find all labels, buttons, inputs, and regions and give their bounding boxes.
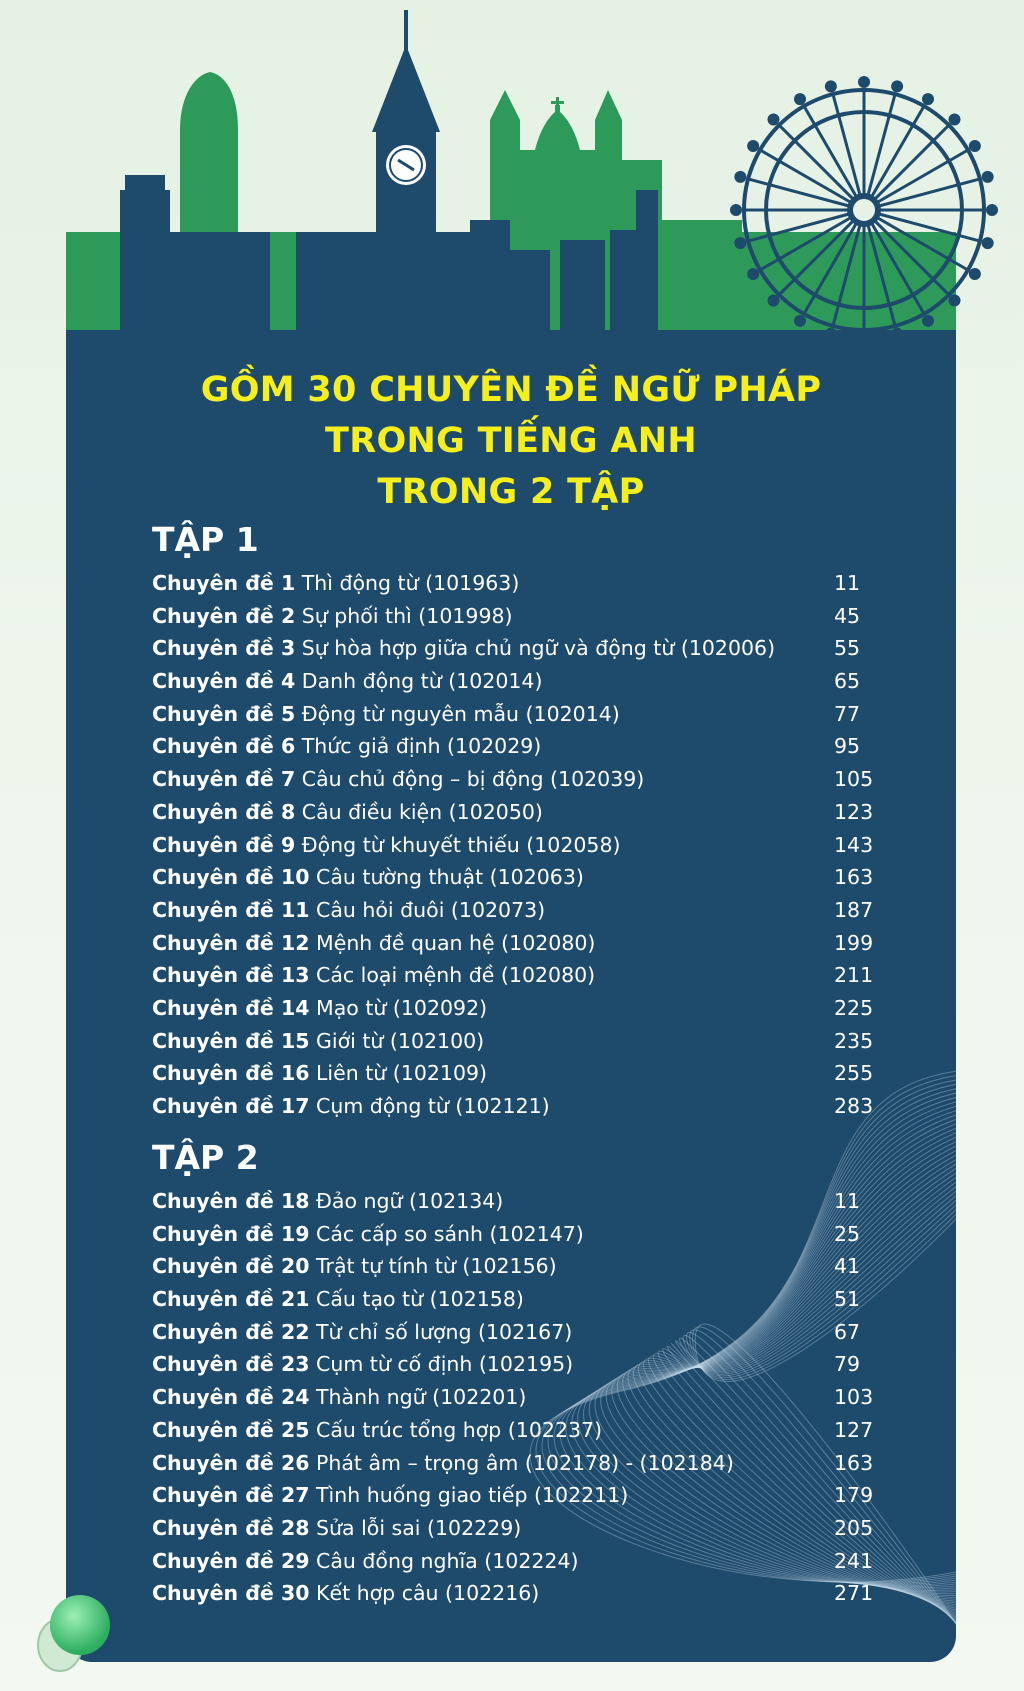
topic-label: Chuyên đề 14 — [152, 995, 310, 1020]
topic-label: Chuyên đề 11 — [152, 897, 310, 922]
topic-row — [152, 1283, 872, 1316]
topic-label: Chuyên đề 16 — [152, 1061, 310, 1086]
topic-row — [152, 1414, 872, 1447]
volume-1-list — [152, 567, 872, 1123]
topic-page-number: 103 — [834, 1385, 874, 1410]
topic-row — [152, 698, 872, 731]
topic-title: Sửa lỗi sai (102229) — [316, 1515, 522, 1540]
topic-row — [152, 1479, 872, 1512]
topic-title: Thành ngữ (102201) — [316, 1385, 527, 1410]
topic-page-number: 55 — [834, 636, 861, 661]
topic-page-number: 179 — [834, 1483, 874, 1508]
topic-label: Chuyên đề 30 — [152, 1581, 310, 1606]
topic-page-number: 123 — [834, 799, 874, 824]
topic-title: Câu tường thuật (102063) — [316, 865, 584, 890]
topic-label: Chuyên đề 5 — [152, 701, 296, 726]
topic-row — [152, 1381, 872, 1414]
topic-row — [152, 1025, 872, 1058]
topic-label: Chuyên đề 25 — [152, 1417, 310, 1442]
topic-row — [152, 1250, 872, 1283]
topic-row — [152, 894, 872, 927]
topic-row — [152, 730, 872, 763]
topic-label: Chuyên đề 13 — [152, 963, 310, 988]
topic-page-number: 205 — [834, 1515, 874, 1540]
topic-row — [152, 796, 872, 829]
topic-page-number: 187 — [834, 897, 874, 922]
topic-title: Cấu trúc tổng hợp (102237) — [316, 1417, 603, 1442]
topic-label: Chuyên đề 17 — [152, 1094, 310, 1118]
topic-page-number: 127 — [834, 1417, 874, 1442]
topic-page-number: 65 — [834, 669, 861, 694]
volume-1-title: TẬP 1 — [152, 520, 259, 559]
topic-page-number: 25 — [834, 1221, 861, 1246]
topic-title: Cấu tạo từ (102158) — [316, 1287, 524, 1312]
topic-label: Chuyên đề 22 — [152, 1319, 310, 1344]
topic-row — [152, 1090, 872, 1123]
contents-panel — [66, 330, 956, 1662]
topic-label: Chuyên đề 15 — [152, 1028, 310, 1053]
topic-title: Mệnh đề quan hệ (102080) — [316, 930, 596, 955]
topic-title: Giới từ (102100) — [316, 1028, 485, 1053]
volume-2-title: TẬP 2 — [152, 1138, 259, 1177]
topic-page-number: 77 — [834, 701, 861, 726]
topic-title: Liên từ (102109) — [316, 1061, 488, 1086]
topic-label: Chuyên đề 3 — [152, 636, 296, 661]
heading-line-1: GỒM 30 CHUYÊN ĐỀ NGỮ PHÁP — [200, 370, 822, 410]
page-heading — [66, 365, 956, 518]
topic-row — [152, 992, 872, 1025]
topic-row — [152, 1577, 872, 1610]
topic-page-number: 51 — [834, 1287, 861, 1312]
topic-title: Kết hợp câu (102216) — [316, 1581, 540, 1606]
topic-row — [152, 861, 872, 894]
topic-row — [152, 1512, 872, 1545]
topic-page-number: 211 — [834, 963, 874, 988]
topic-title: Danh động từ (102014) — [301, 669, 543, 694]
topic-page-number: 45 — [834, 603, 861, 628]
topic-label: Chuyên đề 24 — [152, 1385, 310, 1410]
topic-row — [152, 763, 872, 796]
green-pin-icon — [30, 1585, 120, 1675]
topic-title: Động từ nguyên mẫu (102014) — [301, 701, 620, 726]
topic-title: Câu hỏi đuôi (102073) — [316, 897, 546, 922]
topic-row — [152, 567, 872, 600]
volume-2-list — [152, 1185, 872, 1610]
topic-title: Cụm động từ (102121) — [316, 1094, 550, 1118]
topic-page-number: 95 — [834, 734, 861, 759]
topic-title: Trật tự tính từ (102156) — [316, 1254, 557, 1279]
topic-label: Chuyên đề 9 — [152, 832, 296, 857]
topic-label: Chuyên đề 20 — [152, 1254, 310, 1279]
topic-page-number: 255 — [834, 1061, 874, 1086]
topic-title: Sự phối thì (101998) — [301, 603, 513, 628]
topic-label: Chuyên đề 23 — [152, 1352, 310, 1377]
topic-label: Chuyên đề 26 — [152, 1450, 310, 1475]
topic-label: Chuyên đề 18 — [152, 1189, 310, 1213]
topic-page-number: 67 — [834, 1319, 861, 1344]
topic-row — [152, 1316, 872, 1349]
topic-page-number: 271 — [834, 1581, 874, 1606]
topic-title: Từ chỉ số lượng (102167) — [316, 1319, 573, 1344]
topic-label: Chuyên đề 7 — [152, 767, 296, 792]
topic-label: Chuyên đề 27 — [152, 1483, 310, 1508]
topic-label: Chuyên đề 28 — [152, 1515, 310, 1540]
topic-page-number: 11 — [834, 1189, 861, 1213]
topic-page-number: 41 — [834, 1254, 861, 1279]
topic-title: Động từ khuyết thiếu (102058) — [301, 832, 621, 857]
topic-title: Phát âm – trọng âm (102178) - (102184) — [316, 1450, 734, 1475]
topic-page-number: 241 — [834, 1548, 874, 1573]
topic-page-number: 235 — [834, 1028, 874, 1053]
heading-line-3: TRONG 2 TẬP — [377, 472, 645, 512]
topic-label: Chuyên đề 21 — [152, 1287, 310, 1312]
topic-page-number: 283 — [834, 1094, 874, 1118]
topic-label: Chuyên đề 1 — [152, 571, 296, 595]
topic-title: Các loại mệnh đề (102080) — [316, 963, 596, 988]
topic-row — [152, 829, 872, 862]
heading-line-2: TRONG TIẾNG ANH — [325, 421, 697, 461]
topic-row — [152, 600, 872, 633]
topic-label: Chuyên đề 4 — [152, 669, 296, 694]
topic-page-number: 105 — [834, 767, 874, 792]
topic-page-number: 11 — [834, 571, 861, 595]
topic-title: Cụm từ cố định (102195) — [316, 1352, 574, 1377]
topic-label: Chuyên đề 29 — [152, 1548, 310, 1573]
topic-row — [152, 1218, 872, 1251]
topic-label: Chuyên đề 19 — [152, 1221, 310, 1246]
topic-label: Chuyên đề 2 — [152, 603, 296, 628]
topic-row — [152, 1545, 872, 1578]
topic-title: Tình huống giao tiếp (102211) — [316, 1483, 629, 1508]
topic-row — [152, 927, 872, 960]
topic-title: Thì động từ (101963) — [301, 571, 520, 595]
topic-row — [152, 959, 872, 992]
topic-title: Sự hòa hợp giữa chủ ngữ và động từ (102006) — [301, 636, 776, 661]
topic-label: Chuyên đề 6 — [152, 734, 296, 759]
topic-title: Thức giả định (102029) — [301, 734, 542, 759]
topic-row — [152, 1447, 872, 1480]
topic-row — [152, 1348, 872, 1381]
topic-page-number: 163 — [834, 865, 874, 890]
topic-title: Mạo từ (102092) — [316, 995, 488, 1020]
city-skyline-illustration — [0, 0, 1024, 380]
topic-title: Các cấp so sánh (102147) — [316, 1221, 584, 1246]
topic-row — [152, 632, 872, 665]
topic-title: Câu đồng nghĩa (102224) — [316, 1548, 579, 1573]
topic-row — [152, 1057, 872, 1090]
topic-row — [152, 1185, 872, 1218]
topic-title: Câu chủ động – bị động (102039) — [301, 767, 645, 792]
topic-title: Đảo ngữ (102134) — [316, 1189, 504, 1213]
topic-label: Chuyên đề 10 — [152, 865, 310, 890]
topic-page-number: 79 — [834, 1352, 861, 1377]
topic-title: Câu điều kiện (102050) — [301, 799, 543, 824]
topic-page-number: 225 — [834, 995, 874, 1020]
topic-row — [152, 665, 872, 698]
topic-label: Chuyên đề 12 — [152, 930, 310, 955]
topic-page-number: 199 — [834, 930, 874, 955]
topic-page-number: 163 — [834, 1450, 874, 1475]
topic-page-number: 143 — [834, 832, 874, 857]
topic-label: Chuyên đề 8 — [152, 799, 296, 824]
